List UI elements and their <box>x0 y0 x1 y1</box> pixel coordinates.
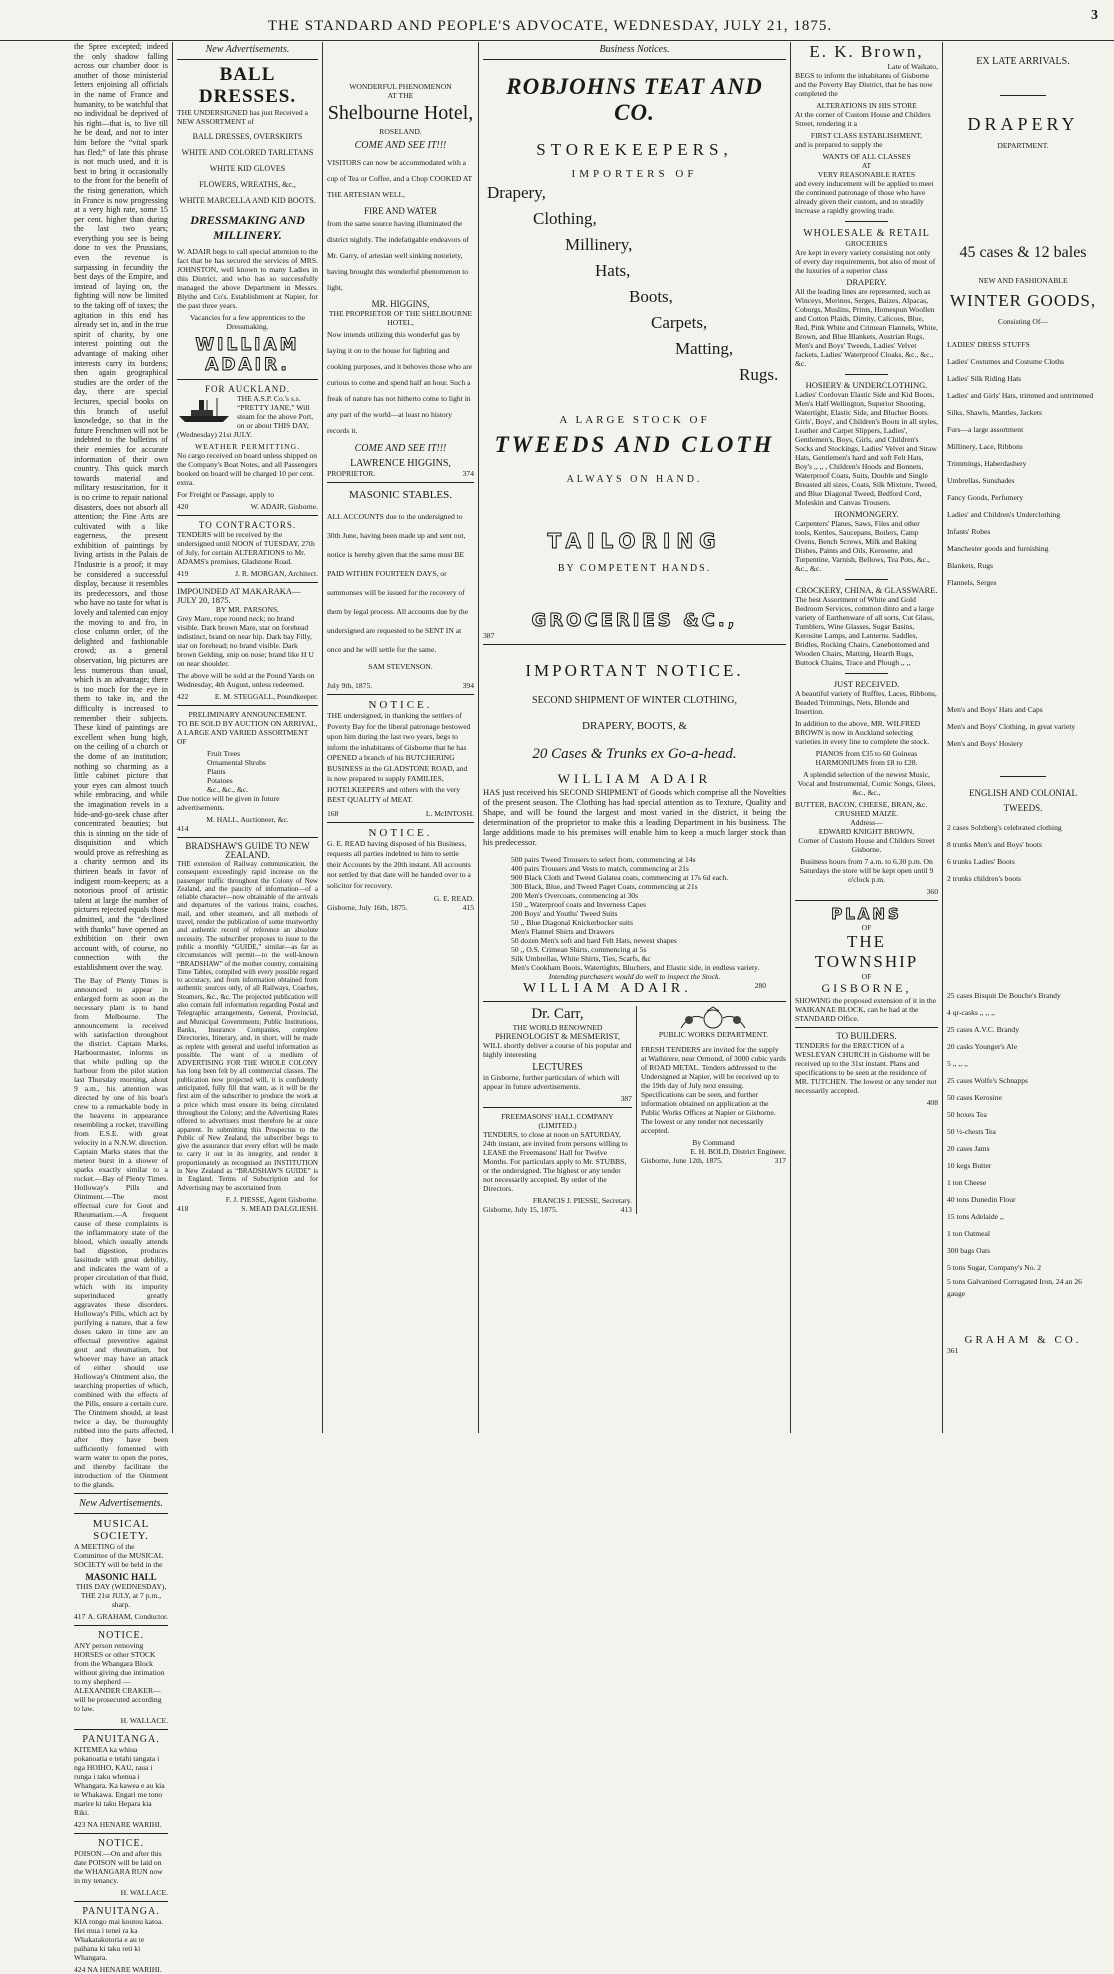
price-item: Men's Cookham Boots, Watertights, Bluchers, and Elastic side, in endless variety. <box>511 963 760 972</box>
stock-item: 1 ton Cheese <box>947 1178 987 1187</box>
ad-number: 419 <box>177 569 189 578</box>
stock-item: Manchester goods and furnishing <box>947 544 1049 553</box>
ad-subheading: NEW AND FASHIONABLE <box>978 276 1068 285</box>
ad-heading: ENGLISH AND COLONIAL <box>969 788 1077 798</box>
ad-body: The best Assortment of White and Gold Bedroom Services, common dinto and a large variety of Earthenware of all sorts, Cut Glass, Tumblers, Wine Glasses, Sugar Basins, Kerosine Lamps, and Lanterns. Saddles, Bridles, Rocking Chairs, Canebottomed and Wooden Chairs, Matting, Hearth Rugs, Buttock Chains, Trace and Plough ,, ,, <box>795 595 934 667</box>
ad-body: Business hours from 7 a.m. to 6.30 p.m. On Saturdays the store will be kept open until 9 o'clock p.m. <box>799 857 934 884</box>
ad-title: TWEEDS AND CLOTH <box>494 432 775 457</box>
article-text: the Spree excepted; indeed the only shadow falling across our chamber door is another of those ministerial letters enjoining all officials in the name of France and humanity, to be watchful that no individual be deprived of his right—that is, to live till he be dead, and not to inter him before the “vital spark has fled;” of late this phrase is not much used, and it is best to bring it occasionally to the front for the benefit of the rising generation, which in France is now progressing at a very high rate, some 15 per cent. higher than during the last two years; everything you see is being done to vex the Prussians, even the revenue is surpassing in fecundity the best days of the Empire, and instead of laying on, the fighting will now be limited to the taking off of taxes; the agitation in this end has already set in, and in the true spirit of charity, by one interest pointing out the advantage of making other interests carry its burdens; then again geographical studies are the order of the day, there are special lectures, special books on this branch of useful knowledge, so that in the future Frenchmen will not be indebted to the bulletins of their enemies for accurate information of their own country. This quick march towards material and military resuscitation, for it is no crime to repair national disasters, does not absorb all attention; the Fine Arts are cultivated with a like eagerness, the present exhibition of paintings by living artists in the Palais de l'Industrie is a proof; it may be considered a successful display, because it resembles its predecessors, and those who have no taste for what is lovely and talented can enjoy the moving to and fro, in close column order, of the delighted and fashionable crowd; as a general observation, big pictures are less numerous than usual, which is an advantage; there is too much for the eye in them to take in, and the difficulty is increased to remember their subjects. These kind of paintings are excellent when hung high, on the ceiling of a church or the dome of an institution; nothing so charming as a little cabinet picture that your eyes can almost touch while embracing, and while the imagination revels in a hide-and-go-seek chase after concentrated beauties; but this is sinning on the side of disquisition and which would prove as refreshing as a charity sermon and its thirteen heads in favor of indigent room-keepers; as a notorious proof of artistic talent at large the number of pictures rejected equals those admitted, and the “declined with thanks” have opened an exhibition on their own account with, of course, no connection with the establishment over the way. <box>74 42 168 972</box>
masthead-title: THE STANDARD AND PEOPLE'S ADVOCATE, WEDNESDAY, JULY 21, 1875. <box>267 18 833 34</box>
stock-item: Men's and Boys' Hosiery <box>947 739 1023 748</box>
stock-item: Millinery, Lace, Ribbons <box>947 442 1023 451</box>
local-notes: The Bay of Plenty Times is announced to appear in enlarged form as soon as the necessary plant is to hand from Melbourne. The announcement is received with satisfaction throughout the district. Captain Marks, Harbourmaster, informs us that while pulling up the harbour from the pilot station last Thursday morning, about 9 a.m., his attention was directed by one of his boat's crew to a remarkable body in the heavens in appearance resembling a rocket, travelling from E.S.E. with great velocity in a N.N.W. direction. Captain Marks states that the meteor burst in a shower of sparks exactly similar to a rocket.—Bay of Plenty Times. Holloway's Pills and Ointment.—The most effectual cure for Gout and Rheumatism.—A frequent cause of these complaints is the inflammatory state of the blood, which usually attends bad digestion, produces lassitude with great debility, and indicates the want of a proper circulation of that fluid, which with its impurity superinduced greatly aggravates these disorders. Holloway's Pills, which act by purifying a nature, that a few doses taken in time are an effectual preventive against gout and rheumatism, but whoever may have an attack of either should use Holloway's Ointment also, the searching properties of which, combined with the effects of the Pills, ensure a certain cure. The Ointment should, at least twice a day, be thoroughly rubbed into the parts affected, after they have been sufficiently fomented with warm water to open the pores, and thereby facilitate the introduction of the Ointment to the glands. <box>74 975 168 1489</box>
price-list <box>483 855 786 972</box>
ad-body: BEGS to inform the inhabitants of Gisborne and the Poverty Bay District, that he has now completed the <box>795 71 933 98</box>
ad-time: THIS DAY (WEDNESDAY), THE 21st JULY, at 7 p.m., sharp. <box>75 1581 167 1609</box>
ad-signature-title: PROPRIETOR. <box>327 469 376 478</box>
ad-date: Gisborne, July 16th, 1875. <box>327 903 408 912</box>
ad-line: VERY REASONABLE RATES <box>817 170 916 179</box>
goods-item: Hats, <box>595 261 631 280</box>
ad-subheading: ROSELAND. <box>379 127 422 136</box>
ad-signature: 423 NA HENARE WARIHI. <box>74 1819 162 1829</box>
section-heading: GROCERIES <box>845 239 888 248</box>
column-3 <box>323 42 479 1433</box>
divider <box>795 900 938 901</box>
stock-item: 8 trunks Men's and Boys' boots <box>947 840 1042 849</box>
carr-ad <box>483 1006 637 1214</box>
divider <box>483 59 786 60</box>
ad-subheading: ALWAYS ON HAND. <box>566 474 703 485</box>
price-item: 200 Boys' and Youths' Tweed Suits <box>511 909 618 918</box>
ad-item: FLOWERS, WREATHS, &c., <box>199 180 296 189</box>
divider <box>327 822 474 823</box>
stock-item: 15 tons Adelaide ,, <box>947 1212 1004 1221</box>
ad-body: For Freight or Passage, apply to <box>177 490 275 499</box>
ad-number: 414 <box>177 824 189 833</box>
ad-body: A splendid selection of the newest Music, Vocal and Instrumental, Comic Songs, Glees, &c., &c., <box>797 770 936 797</box>
ad-title: DRAPERY <box>967 114 1079 134</box>
ad-signature: G. E. READ. <box>433 894 474 903</box>
ad-body: KITEMEA ka whiua pokanoatia e tetahi tangata i nga HOIHO, KAU, raua i runga i taku whenua i Whangara. Ka kawea e au kia te Whakawa. Engari me tono marire ki taku Hepara kia Riki. <box>74 1744 165 1817</box>
ad-body: in Gisborne, further particulars of which will appear in future advertisements. <box>483 1073 620 1091</box>
ad-item: BALL DRESSES, OVERSKIRTS <box>192 132 303 141</box>
ad-body: THE extension of Railway communication, the consequent exceedingly rapid increase on the passenger traffic throughout the Colony of New Zealand, and the paucity of information—of a reliable character—now obtainable of the arrivals and departures of the various trains, coaches, mail, and other steamers, and all methods of travel, render the publication of some trustworthy and authentic record of reference an absolute necessity. The subscriber proposes to issue to the public a monthly “GUIDE,” similar—as far as circumstances will permit—to the well-known “BRADSHAW” of the mother country, containing Time Tables, compiled with every possible regard to accuracy, and from information obtained from authentic sources only, of all Railways, Coaches, Steamers, &c., &c. The projected publication will also contain full information regarding Postal and Telegraphic arrangements, General, Provincial, and Municipal Governments; Public Institutions, Banks, Insurance Companies, complete Directories, Itinerary, and, in short, will be made as replete with general and useful information as possible. The want of a medium of ADVERTISING FOR THE WHOLE COLONY has long been felt by all commercial classes. The publication now projected will, it is confidently anticipated, fully fill that want, as it will be the first aim of the subscriber to produce the work at a price which must ensure its being circulated throughout the Colony; and the Advertising Rates offered to advertisers must therefore be at once apparent. In submitting this Prospectus to the Public of New Zealand, the subscriber begs to give the assurance that every effort will be made to carry it out in its integrity, and render it proportionately as recognised an INSTITUTION in New Zealand as “BRADSHAW'S GUIDE” is in England. Terms of Subscription and for Advertising may be ascertained from <box>177 860 318 1192</box>
divider <box>177 59 318 60</box>
section-header: Business Notices. <box>599 44 670 55</box>
ad-body: In addition to the above, MR. WILFRED BROWN is now in Auckland selecting varieties in every line to complete the stock. <box>795 719 930 746</box>
ad-number: 418 <box>177 1203 189 1213</box>
goods-item: Rugs. <box>739 365 779 384</box>
ad-title: E. K. Brown, <box>809 42 924 61</box>
stock-item: Ladies' and Children's Underclothing <box>947 510 1061 519</box>
ad-heading: NOTICE. <box>97 1837 145 1849</box>
ad-item: WHITE MARCELLA AND KID BOOTS. <box>179 196 316 205</box>
ad-body: from the same source having illuminated the district nightly. The indefatigable endeavors of Mr. Garry, of artesian well sinking notoriety, having brought this wonderful phenomenon to light, <box>327 219 469 292</box>
column-4 <box>479 42 791 1433</box>
ad-address: Corner of Custom House and Childers Street Gisborne. <box>798 836 935 854</box>
goods-list <box>483 180 786 388</box>
section-heading: HOSIERY & UNDERCLOTHING. <box>805 380 928 390</box>
price-item: 300 Black, Blue, and Tweed Paget Coats, commencing at 21s <box>511 882 698 891</box>
ad-subheading: A LARGE STOCK OF <box>559 414 710 426</box>
divider <box>483 644 786 645</box>
divider <box>74 1833 168 1834</box>
ad-body: TENDERS will be received by the undersigned until NOON of TUESDAY, 27th of July, for certain ALTERATIONS to Mr. ADAMS's premises, Gladstone Road. <box>177 530 315 566</box>
ad-title: WILLIAM ADAIR <box>557 771 712 786</box>
divider <box>1000 95 1046 96</box>
stock-item: 50 cases Kerosine <box>947 1093 1002 1102</box>
ad-signature: J. R. MORGAN, Architect. <box>235 569 318 578</box>
divider <box>177 582 318 583</box>
divider <box>74 1901 168 1902</box>
ad-title: BALL DRESSES. <box>198 64 297 107</box>
ad-heading: TO CONTRACTORS. <box>198 520 297 530</box>
ad-body: SHOWING the proposed extension of it in the WAIKANAE BLOCK, can be had at the STANDARD Office. <box>795 996 937 1023</box>
ad-signature: GRAHAM & CO. <box>964 1334 1082 1346</box>
ad-body: Are kept in every variety consisting not only of every day requirements, but also of most of the luxuries of a superior class <box>795 248 936 275</box>
ad-number: 420 <box>177 502 189 511</box>
ad-body: The above will be sold at the Pound Yards on Wednesday, 4th August, unless redeemed. <box>177 671 315 689</box>
ad-body: PIANOS from £35 to 60 Guineas HARMONIUMS from £8 to £28. <box>815 749 918 767</box>
ad-body: and every inducement will be applied to meet the continued patronage of those who have already given their custom, and to steadily increase a rapidly growing trade. <box>795 179 934 215</box>
ad-signature: H. WALLACE. <box>120 1715 168 1725</box>
price-item: Men's Flannel Shirts and Drawers <box>511 927 615 936</box>
ad-body: TENDERS, to close at noon on SATURDAY, 24th instant, are invited from persons willing to LEASE the Freemasons' Hall for Twelve Months. For particulars apply to Mr. STUBBS, or the undersigned. The highest or any tender not necessarily accepted. By order of the Directors. <box>483 1130 628 1193</box>
ad-title: WINTER GOODS, <box>949 291 1097 310</box>
ad-subtitle: STOREKEEPERS, <box>536 140 733 159</box>
stock-item: Blankets, Rugs <box>947 561 993 570</box>
column-5 <box>791 42 943 1433</box>
ad-line: FIRST CLASS ESTABLISHMENT, <box>810 131 923 140</box>
stock-item: 5 tons Galvanised Corrugated Iron, 24 an 26 gauge <box>947 1277 1082 1298</box>
ad-subheading: FIRE AND WATER <box>364 206 437 216</box>
stock-item: Men's and Boys' Hats and Caps <box>947 705 1043 714</box>
stock-item: 50 ½-chests Tea <box>947 1127 996 1136</box>
stock-item: Ladies' and Girls' Hats, trimmed and untrimmed <box>947 391 1094 400</box>
ad-venue: MASONIC HALL <box>85 1571 157 1582</box>
ad-heading: TO BUILDERS. <box>836 1031 897 1041</box>
ad-line: WANTS OF ALL CLASSES <box>822 152 911 161</box>
ad-subheading: BY MR. PARSONS. <box>215 605 280 614</box>
tweeds-list <box>947 819 1099 887</box>
divider <box>483 1001 786 1002</box>
ad-number: 361 <box>947 1346 959 1355</box>
ad-heading: MASONIC STABLES. <box>348 489 453 501</box>
ad-heading: EX LATE ARRIVALS. <box>976 56 1070 67</box>
divider <box>74 1729 168 1730</box>
ad-body: ALL ACCOUNTS due to the undersigned to 30th June, having been made up and sent out, notice is hereby given that the same must BE PAID WITHIN FOURTEEN DAYS, or summonses will be issued for the recovery of them by legal process. All accounts due by the undersigned are requested to be SENT IN at once and he will settle for the same. <box>327 512 469 654</box>
page-number: 3 <box>1091 8 1098 23</box>
divider <box>845 221 888 222</box>
ad-body: THE UNDERSIGNED has just Received a NEW ASSORTMENT of <box>177 108 308 126</box>
price-item: 900 Black Cloth and Tweed Galatea coats, commencing at 17s 6d each. <box>511 873 729 882</box>
ad-subheading: SECOND SHIPMENT OF WINTER CLOTHING, <box>532 695 737 706</box>
stock-item: 25 cases Wolfe's Schnapps <box>947 1076 1028 1085</box>
ad-item: WHITE KID GLOVES <box>209 164 286 173</box>
ad-heading: PUBLIC WORKS DEPARTMENT. <box>658 1030 769 1039</box>
ad-number: 280 <box>754 981 766 990</box>
ad-slogan: COME AND SEE IT!!! <box>354 443 447 454</box>
ad-heading: BRADSHAW'S GUIDE TO NEW ZEALAND. <box>185 841 310 860</box>
ad-title: 45 cases & 12 bales <box>959 244 1087 261</box>
stock-item: 20 cases Jams <box>947 1144 990 1153</box>
stock-item: 50 boxes Tea <box>947 1110 987 1119</box>
stores-list <box>947 987 1099 1300</box>
ad-body: and is prepared to supply the <box>795 140 883 149</box>
ad-body: Ladies' Cordovan Elastic Side and Kid Boots, Men's Half Wellington, Superior Shooting, Watertight, Elastic Side, and Blucher Boots. Girls', Boys', and Children's Boots in all styles, Leather and Carpet Slippers, Ladies', Gentlemen's, Boys, Girls, and Children's Socks and Stockings, Ladies' Velvet and Straw Hats, Gentlemen's hard and soft Felt Hats, Boy's ,, ,, , Children's Hoods and Bonnets, Waterproof Coats, Suits, Double and Single Breasted all sizes, Coats, Silk Mixture, Tweed, and Blue Diagonal Tweed, Bedford Cord, Moleskin and Canvas Trousers. <box>795 390 938 507</box>
divider <box>177 379 318 380</box>
goods-item: Clothing, <box>533 209 597 228</box>
divider <box>327 694 474 695</box>
ad-body: VISITORS can now be accommodated with a cup of Tea or Coffee, and a Chop COOKED AT THE ARTESIAN WELL, <box>327 158 472 199</box>
ad-signature: H. WALLACE. <box>120 1887 168 1897</box>
ad-body: FRESH TENDERS are invited for the supply at Waihirere, near Ormond, of 3000 cubic yards of ROAD METAL. Tenders addressed to the Undersigned at Napier, will be received up to the 19th day of July next ensuing. Specifications can be seen, and further information obtained on application at the Public Works Offices at Napier or Gisborne. The lowest or any tender not necessarily accepted. <box>640 1045 786 1135</box>
ad-item: Ornamental Shrubs <box>207 758 266 767</box>
divider <box>1000 776 1046 777</box>
ad-body: Now intends utilizing this wonderful gas by laying it on to the house for lighting and cooking purposes, and it behoves those who are curious to come and spend half an hour. Such a freak of nature has not hitherto come to light in any part of the world—at least no history records it. <box>327 330 473 435</box>
stock-item: Infants' Robes <box>947 527 991 536</box>
section-heading: WHOLESALE & RETAIL <box>803 228 930 239</box>
stock-item: 6 trunks Ladies' Boots <box>947 857 1015 866</box>
ad-number: 387 <box>483 631 495 640</box>
ad-title: 20 Cases & Trunks ex Go-a-head. <box>532 746 737 762</box>
ad-byline: By Command <box>692 1138 735 1147</box>
stock-item: Silks, Shawls, Mantles, Jackets <box>947 408 1042 417</box>
ad-line: ALTERATIONS IN HIS STORE <box>816 101 917 110</box>
ad-signature: E. H. BOLD, District Engineer. <box>690 1147 786 1156</box>
stock-item: 40 tons Dunedin Flour <box>947 1195 1016 1204</box>
divider <box>845 374 888 375</box>
ad-heading: NOTICE. <box>368 826 433 839</box>
ad-heading: FOR AUCKLAND. <box>204 384 290 394</box>
ad-heading: PANUITANGA. <box>82 1905 160 1917</box>
ad-signature: A. GRAHAM, Conductor. <box>87 1611 168 1621</box>
ad-line: OF <box>861 923 872 932</box>
price-item: 150 ,, Waterproof coats and Inverness Capes <box>511 900 647 909</box>
stock-item: 2 trunks children's boots <box>947 874 1022 883</box>
ad-body: THE A.S.P. Co.'s s.s. “PRETTY JANE,” Will steam for the above Port, on or about THIS DAY, (Wednesday) 21st JULY. <box>177 394 314 439</box>
ad-body: A MEETING of the Committee of the MUSICAL SOCIETY will be held in the <box>74 1541 163 1569</box>
price-item: 50 dozen Men's soft and hard Felt Hats, newest shapes <box>511 936 677 945</box>
ad-subheading: IMPORTERS OF <box>571 168 698 180</box>
ad-body: Due notice will be given in future advertisements. <box>177 794 280 812</box>
ad-heading: NOTICE. <box>97 1629 145 1641</box>
ad-note: WEATHER PERMITTING. <box>194 442 301 451</box>
divider <box>177 705 318 706</box>
ad-body: ANY person removing HORSES or other STOCK from the Whangara Block without giving due intimation to my shepherd —ALEXANDER CRAKER—will be prosecuted according to law. <box>74 1640 165 1713</box>
section-header: New Advertisements. <box>205 44 290 55</box>
ad-slogan: COME AND SEE IT!!! <box>354 140 447 151</box>
ad-number: 168 <box>327 808 339 818</box>
ad-heading: NOTICE. <box>368 699 433 711</box>
stock-item: Ladies' Silk Riding Hats <box>947 374 1022 383</box>
ad-signature: EDWARD KNIGHT BROWN, <box>818 827 915 836</box>
price-item: 200 Men's Overcoats, commencing at 30s <box>511 891 639 900</box>
ad-body: Grey Mare, rope round neck; no brand visible. Dark brown Mare, star on forehead indistinct, brand on near hip. Dark bay Filly, star on forehead; no brand visible. Dark brown Gelding, snip on nose; brand like H U on near shoulder. <box>177 614 314 668</box>
ad-number: 422 <box>177 692 189 701</box>
ad-signature: SAM STEVENSON. <box>368 662 433 671</box>
divider <box>74 1625 168 1626</box>
ad-subheading: PHRENOLOGIST & MESMERIST, <box>494 1031 621 1041</box>
masthead <box>0 0 1114 41</box>
ad-title: DRESSMAKING AND MILLINERY. <box>190 213 305 242</box>
ad-subheading: DRAPERY, BOOTS, & <box>582 720 687 732</box>
divider <box>74 1493 168 1494</box>
ad-heading: FREEMASONS' HALL COMPANY (LIMITED.) <box>501 1112 614 1130</box>
ad-title: Shelbourne Hotel, <box>327 102 474 124</box>
section-heading: IRONMONGERY. <box>834 509 899 519</box>
section-heading: CROCKERY, CHINA, & GLASSWARE. <box>795 585 938 595</box>
ad-title: GROCERIES &C., <box>531 610 738 631</box>
divider <box>845 673 888 674</box>
stock-item: Trimmings, Haberdashery <box>947 459 1027 468</box>
ad-body: Carpenters' Planes, Saws, Files and other tools, Kettles, Saucepans, Boilers, Camp Ovens, Bench Screws, Milk and Baking Dishes, Paints and Oils, Kerosene, and Turpentine, Varnish, Bellows, Tea Pots, &c., &c., &c. <box>795 519 930 573</box>
ad-signature: F. J. PIESSE, Agent Gisborne. <box>225 1194 318 1204</box>
ad-number: 417 <box>74 1611 86 1621</box>
ad-subheading: LECTURES <box>532 1062 583 1073</box>
divider <box>327 482 474 483</box>
ad-date: Gisborne, June 12th, 1875. <box>640 1156 723 1165</box>
ad-title: ROBJOHNS TEAT AND CO. <box>506 74 763 125</box>
stock-item: 5 tons Sugar, Company's No. 2 <box>947 1263 1042 1272</box>
ad-title: Dr. Carr, <box>531 1006 584 1022</box>
ad-signature: W. ADAIR, Gisborne. <box>250 502 318 511</box>
stock-item: LADIES' DRESS STUFFS <box>947 340 1030 349</box>
price-item: 50 ,, Blue Diagonal Knickerbocker suits <box>511 918 634 927</box>
price-item: 50 ,, O.S. Crimean Shirts, commencing at 5s <box>511 945 647 954</box>
divider <box>845 579 888 580</box>
ad-line: OF <box>861 972 872 981</box>
goods-item: Millinery, <box>565 235 633 254</box>
ad-subheading: Late of Waikato, <box>887 62 938 71</box>
ad-body: A beautiful variety of Ruffles, Laces, Ribbons, Beaded Trimmings, Nets, Blonde and Insertion. <box>795 689 937 716</box>
ad-number: 387 <box>620 1094 632 1103</box>
ad-body: TENDERS for the ERECTION of a WESLEYAN CHURCH in Gisborne will be received up to the 31st instant. Plans and specifications to be seen at the residence of MR. TUTCHEN. The lowest or any tender not necessarily accepted. <box>795 1041 937 1095</box>
ad-number: 408 <box>926 1098 938 1107</box>
ad-heading: IMPOUNDED AT MAKARAKA—JULY 20, 1875. <box>177 586 301 605</box>
ad-number: 360 <box>926 887 938 896</box>
stock-item: Ladies' Costumes and Costume Cloths <box>947 357 1064 366</box>
stock-item: Umbrellas, Sunshades <box>947 476 1015 485</box>
stock-item: Furs—a large assortment <box>947 425 1024 434</box>
divider <box>177 515 318 516</box>
ad-subheading: AT THE <box>387 91 414 100</box>
ad-number: 374 <box>462 469 474 478</box>
ad-heading: TWEEDS. <box>1003 803 1043 813</box>
section-header: New Advertisements. <box>79 1497 163 1509</box>
divider <box>74 1513 168 1514</box>
ad-body: W. ADAIR begs to call special attention to the fact that he has secured the services of MRS. JOHNSTON, well known to many Ladies in this District, and who has so successfully managed the above Department in Messrs. Blythe and Co's. Establishment at Napier, for the past three years. <box>177 247 318 310</box>
ad-body: All the leading lines are represented, such as Winceys, Merinos, Serges, Baizes, Alpacas, Coburgs, Muslins, Prints, Homespun Woollen and Cotton Plaids, Dimity, Calicoes, Blue, Red, Pink White and Crimean Flannels, White, Brown, and Blue Blankets, Austrian Rugs, Men's and Boys' Tweeds, Ladies' Velvet Jackets, Ladies' Waterproof Cloaks, &c., &c., &c. <box>795 287 938 368</box>
royal-crest-icon <box>673 1006 753 1030</box>
stock-item: 10 kegs Butter <box>947 1161 992 1170</box>
ad-title: THE TOWNSHIP <box>814 932 919 971</box>
ad-subheading: TO BE SOLD BY AUCTION ON ARRIVAL, <box>177 719 318 728</box>
ad-subheading: DEPARTMENT. <box>997 141 1049 150</box>
ad-item: &c., &c., &c. <box>207 785 249 794</box>
ad-body: HAS just received his SECOND SHIPMENT of Goods which comprise all the Novelties of the present season. The Clothing has had special attention as to Texture, Quality and Shape, and will be found the largest and most varied in the district, it being the determination of the proprietor to make this a leading Department in his business. The large additions made to his premises will enable him to keep a much larger stock than his predecessor. <box>483 787 786 847</box>
ad-subheading: THE WORLD RENOWNED <box>512 1023 603 1032</box>
ad-body: KIA rongo mai koutou katoa. Hei mua i tenei ra ka Whakatakotoria e au te paihana ki taku reti ki Whangara. <box>74 1916 164 1962</box>
ad-item: Fruit Trees <box>207 749 241 758</box>
ad-item-list <box>177 129 318 209</box>
ad-date: July 9th, 1875. <box>327 681 373 690</box>
stock-item: 2 cases Solzberg's celebrated clothing <box>947 823 1062 832</box>
ad-heading: MUSICAL SOCIETY. <box>92 1517 150 1542</box>
stock-item: Men's and Boys' Clothing, in great variety <box>947 722 1076 731</box>
ad-body: No cargo received on board unless shipped on the Company's Boat Notes, and all Passengers booked on board will be charged 10 per cent. extra. <box>177 451 318 487</box>
stock-item: 300 bags Oats <box>947 1246 991 1255</box>
ad-body: THE undersigned, in thanking the settlers of Poverty Bay for the liberal patronage bestowed upon him during the last two years, begs to inform the inhabitants of Gisborne that he has OPENED a branch of his BUTCHERING BUSINESS in the GLADSTONE ROAD, and is now prepared to supply FAMILIES, HOTELKEEPERS and others with the very BEST QUALITY of MEAT. <box>327 711 471 804</box>
ad-signature: LAWRENCE HIGGINS, <box>350 458 451 469</box>
ad-title: PLANS <box>831 905 902 923</box>
ad-address-label: Address— <box>850 818 883 827</box>
ad-heading: PANUITANGA. <box>82 1733 160 1745</box>
section-heading: BUTTER, BACON, CHEESE, BRAN, &c. <box>795 800 928 809</box>
ad-subheading: BY COMPETENT HANDS. <box>557 563 712 574</box>
ad-body: POISON.—On and after this date POISON will be laid on the WHANGARA RUN now in my tenancy. <box>74 1848 163 1885</box>
ad-subheading: MR. HIGGINS, <box>371 299 430 309</box>
stock-item: 5 ,, ,, ,, <box>947 1059 968 1068</box>
ad-body: WILL shortly deliver a course of his popular and highly interesting <box>483 1041 632 1059</box>
ad-body: At the corner of Custom House and Childers Street, rendering it a <box>795 110 931 128</box>
steamship-icon <box>177 396 233 424</box>
ad-heading: PRELIMINARY ANNOUNCEMENT. <box>188 710 307 719</box>
public-works-ad <box>637 1006 786 1214</box>
stock-item: Fancy Goods, Perfumery <box>947 493 1024 502</box>
ad-title: TAILORING <box>547 529 722 553</box>
ad-body: A LARGE AND VARIED ASSORTMENT OF <box>177 728 309 746</box>
stock-list <box>947 336 1099 591</box>
section-heading: DRAPERY. <box>846 277 887 287</box>
stock-item: 4 qr-casks ,, ,, ,, <box>947 1008 995 1017</box>
stock-item: 25 cases A.V.C. Brandy <box>947 1025 1019 1034</box>
ad-signature: M. HALL, Auctioneer, &c. <box>206 815 289 824</box>
mens-list <box>947 701 1099 752</box>
ad-signature: 424 NA HENARE WARIHI. <box>74 1964 162 1974</box>
section-heading: CRUSHED MAIZE. <box>834 809 899 818</box>
ad-number: 415 <box>462 903 474 912</box>
goods-item: Matting, <box>675 339 734 358</box>
ad-number: 394 <box>462 681 474 690</box>
goods-item: Carpets, <box>651 313 708 332</box>
ad-signature: S. MEAD DALGLIESH. <box>241 1203 318 1213</box>
ad-subheading: THE PROPRIETOR OF THE SHELBOURNE HOTEL, <box>328 309 473 327</box>
section-heading: JUST RECEIVED. <box>833 679 900 689</box>
ad-body: G. E. READ having disposed of his Business, requests all parties indebted to him to settle their Accounts by the 20th instant. All accounts not settled by that date will be handed over to a solicitor for recovery. <box>327 838 471 890</box>
ad-signature: FRANCIS J. PIESSE, Secretary. <box>532 1196 632 1205</box>
stock-item: 1 ton Oatmeal <box>947 1229 991 1238</box>
ad-item: WHITE AND COLORED TARLETANS <box>181 148 314 157</box>
ad-body: Vacancies for a few apprentices to the Dressmaking. <box>189 313 306 331</box>
ad-body: Intending purchasers would do well to inspect the Stock. <box>548 972 721 981</box>
goods-item: Boots, <box>629 287 673 306</box>
column-2 <box>173 42 323 1433</box>
stock-item: Flannels, Serges <box>947 578 997 587</box>
ad-title: GISBORNE, <box>821 981 912 995</box>
ad-signature: E. M. STEGGALL, Poundkeeper. <box>214 692 318 701</box>
ad-signature: WILLIAM ADAIR. <box>523 981 692 996</box>
price-item: Silk Umbrellas, White Shirts, Ties, Scarfs, &c <box>511 954 651 963</box>
divider <box>177 837 318 838</box>
ad-signature: WILLIAM ADAIR. <box>195 335 300 375</box>
ad-subheading: Consisting Of— <box>998 317 1048 326</box>
ad-number: 413 <box>620 1205 632 1214</box>
ad-number: 317 <box>774 1156 786 1165</box>
ad-line: AT <box>861 161 872 170</box>
divider <box>483 1107 632 1108</box>
ad-signature: L. McINTOSH. <box>425 808 474 818</box>
stock-item: 25 cases Bisquit De Bouche's Brandy <box>947 991 1061 1000</box>
ad-item: Plants <box>207 767 226 776</box>
ad-title: IMPORTANT NOTICE. <box>525 661 744 680</box>
ad-date: Gisborne, July 15, 1875. <box>483 1205 558 1214</box>
price-item: 400 pairs Trousers and Vests to match, commencing at 21s <box>511 864 689 873</box>
ad-item: Potatoes <box>207 776 233 785</box>
divider <box>795 1027 938 1028</box>
price-item: 500 pairs Tweed Trousers to select from, commencing at 14s <box>511 855 696 864</box>
column-1 <box>70 42 173 1974</box>
column-6 <box>943 42 1103 1433</box>
stock-item: 20 casks Younger's Ale <box>947 1042 1018 1051</box>
goods-item: Drapery, <box>487 183 546 202</box>
ad-heading: WONDERFUL PHENOMENON <box>349 82 452 91</box>
